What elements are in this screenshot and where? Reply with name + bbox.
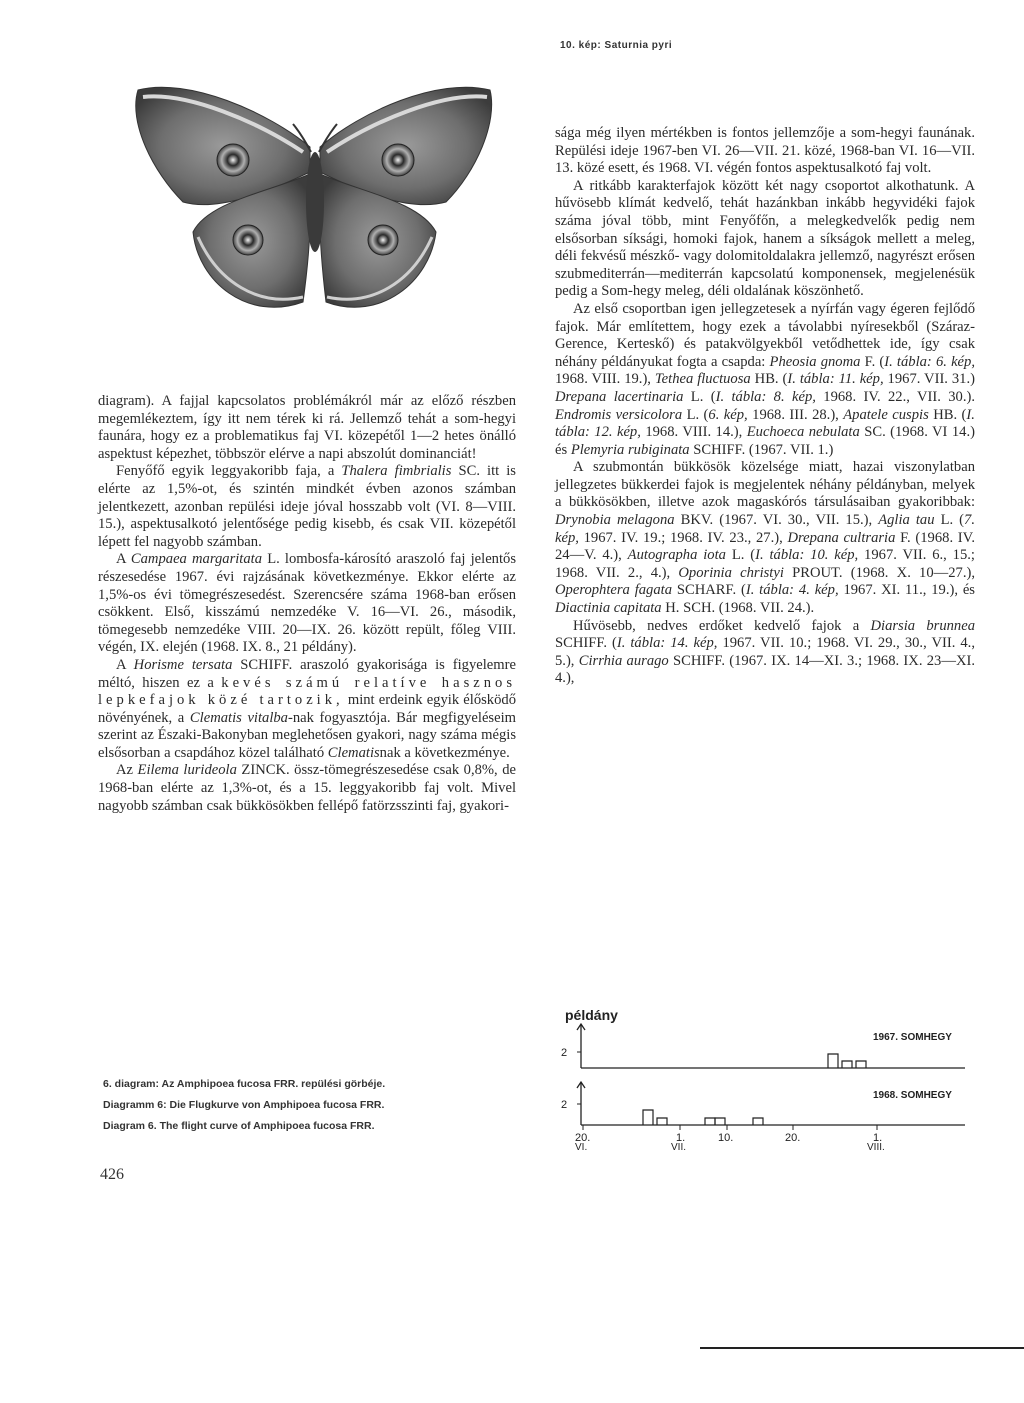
text: F. (1968. IV. 24—V. 4.), [555,529,975,564]
plant-name: Clematis [327,744,380,761]
emphasized-text: kevés számú relatíve hasznos lepkefajok közé tartozik, [98,674,516,709]
x-month-label: VII. [671,1142,687,1150]
species-name: Endromis versicolora [555,406,683,423]
text: 1967. IV. 19.; 1968. IV. 23., 27.), [583,529,783,546]
text: SCHIFF. (1967. VII. 1.) [693,441,834,458]
text: SCHIFF. araszoló gyakorisága is figyelemre méltó, hiszen ez a [98,656,516,691]
plate-ref: I. tábla: 8. kép, [715,388,816,405]
text: PROUT. (1968. X. 10—27.), [792,564,975,581]
text: A ritkább karakterfajok között két nagy csoportot alkothatunk. A hűvösebb klímát kedvelő, tehát hazánkban inkább hegyvidéki fajok száma jóval több, mint Fenyőfőn, a melegkedvelők pedig nem elsősorban síksági, homoki fajok, hanem a síkságok mellett a meleg, déli fekvésű mészkő- vagy dolomitoldalakra jellemző, nagyrészt erősen szubmediterrán—mediterrán kapcsolatú komponensek, megjelenésük pedig a Som-hegy meleg, déli oldalának köszönhető. [555,177,975,300]
x-tick-label: 20. [575,1132,591,1144]
species-name: Horisme tersata [133,656,233,673]
text: Hűvösebb, nedves erdőket kedvelő fajok a [573,617,860,634]
bar-1968 [753,1118,763,1125]
text: H. SCH. (1968. VII. 24.). [665,600,815,617]
plate-ref: I. tábla: 10. kép, [755,547,859,564]
species-name: Autographa iota [627,547,726,564]
text: 1967. VII. 10.; 1968. VI. 29., 30., VII. 4., 5.), [555,635,975,669]
species-name: Diactinia capitata [555,600,662,617]
bar-1968 [715,1118,725,1125]
plate-ref: I. tábla: 6. kép, [884,353,975,370]
species-name: Drepana lacertinaria [555,388,684,405]
text: HB. ( [933,406,967,423]
text: SCHARF. ( [676,582,746,599]
species-name: Oporinia christyi [678,564,784,581]
species-name: Apatele cuspis [843,406,929,423]
text: 1968. VIII. 14.), [645,424,743,441]
text: mint erdeink egyik élősködő növényének, a [98,692,516,726]
x-month-label: VIII. [867,1142,885,1150]
figure-captions [103,1078,523,1141]
bottom-rule [700,1347,1024,1349]
bar-1968 [643,1110,653,1125]
paragraph [555,459,975,617]
text: HB. ( [754,371,788,388]
paragraph [555,301,975,459]
text: 1968. III. 28.), [752,406,839,423]
x-tick-label: 1. [676,1132,686,1144]
species-name: Euchoeca nebulata [746,424,860,441]
paragraph [555,178,975,301]
paragraph [98,762,516,815]
text: ZINCK. össz-tömegrészesedése csak 0,8%, de 1968-ban elérte az 1,3%-ot, és a 15. leggyakoribb faj volt. Mivel nagyobb számban csak bükkösökben fellépő fatörzsszinti faj, gyakori- [98,762,516,814]
y-tick-1968: 2 [561,1099,568,1111]
species-name: Aglia tau [878,512,935,529]
text: 1967. VII. 6., 15.; 1968. VII. 2., 4.), [555,547,975,581]
text: Az első csoportban igen jellegzetesek a nyírfán vagy égeren fejlődő fajok. Már említettem, hogy ezek a távolabbi nyíresekből (Száraz-Gerence, Kerteskő) és patakvölgyekből vetődhettek ide, így csak néhány példányukat fogta a csapda: [555,300,975,370]
bar-1967 [842,1061,852,1068]
text: -nak fogyasztója. Bár megfigyeléseim szerint az Északi-Bakonyban meglehetősen gyakori, nagy száma mégis elsősorban a csapdához közel található [98,709,516,761]
y-tick-1967: 2 [561,1047,568,1059]
paragraph [98,393,516,463]
x-tick-label: 10. [718,1132,734,1144]
text: A szubmontán bükkösök közelsége miatt, hazai viszonylatban jellegzetes bükkerdei fajok is megjelentek néhány példányban, melyek a bükkösökben, illetve azok magaskórós társulásaiban gyakoribbak: [555,459,975,511]
bar-1967 [828,1054,838,1068]
text: BKV. (1967. VI. 30., VII. 15.), [680,512,873,529]
text: 1967. XI. 11., 19.), és [843,582,975,599]
text: SCHIFF. (1967. IX. 14—XI. 3.; 1968. IX. 23—XI. 4.), [555,652,975,687]
caption-german: Diagramm 6: Die Flugkurve von Amphipoea fucosa FRR. [103,1099,385,1111]
series-label-1967: 1967. SOMHEGY [873,1032,952,1043]
plate-ref: I. tábla: 12. kép, [555,406,975,441]
x-tick-label: 20. [785,1132,801,1144]
text: A [116,551,126,568]
paragraph [98,551,516,657]
text: diagram). A fajjal kapcsolatos problémákról már az előző részben megemlékeztem, így itt nem térek ki rá. Jellemző tehát a som-hegyi faunára, hogy ez a problematikus faj VI. közepétől 1—2 hetes önálló aspektust képezhet, többször elérve a napi abszolút dominanciát! [98,393,516,462]
text: SC. (1968. VI 14.) és [555,424,975,458]
text: 1968. VIII. 19.), [555,371,651,388]
text: F. ( [864,353,885,370]
species-name: Operophtera fagata [555,582,672,599]
bar-1968 [657,1118,667,1125]
species-name: Campaea margaritata [130,551,263,568]
text: L. ( [731,547,756,564]
species-name: Drynobia melagona [555,512,675,529]
plate-ref: 6. kép, [708,406,748,423]
species-name: Eilema lurideola [137,762,237,779]
text: L. ( [686,406,709,423]
plant-name: Clematis vitalba [189,709,288,726]
species-name: Plemyria rubiginata [570,441,690,458]
text: SCHIFF. ( [555,635,617,652]
saturnia-pyri-image [98,52,528,352]
species-name: Drepana cultraria [787,529,896,546]
text: nak a következménye. [379,744,510,761]
text: L. lombosfa-károsító araszoló faj jelentős részesedése 1967. évi rajzásának következménye. Ekkor elérte az 1,5%-os évi tömegrészesedést. Szerencsére száma 1968-ban erősen csökkent. Első, kisszámú nemzedéke V. 16—VI. 26., második, tömegesebb nemzedéke VIII. 20—IX. 26. között repült, főleg VIII. végén, IX. elején (1968. IX. 8., 21 példány). [98,551,516,656]
text: sága még ilyen mértékben is fontos jellemzője a som-hegyi faunának. Repülési ideje 1967-ben VI. 26—VII. 21. közé, 1968-ban VI. 16—VII. 13. közé esett, és 1968. VI. végén fontos aspektusalkotó faj volt. [555,125,975,177]
moth-photo [98,52,528,352]
species-name: Tethea fluctuosa [654,371,751,388]
text: Fenyőfő egyik leggyakoribb faja, a [116,463,335,480]
caption-english: Diagram 6. The flight curve of Amphipoea fucosa FRR. [103,1120,375,1132]
plate-ref: I. tábla: 4. kép, [745,582,839,599]
paragraph [98,657,516,763]
text: 1967. VII. 31.) [887,371,975,388]
text: A [116,656,126,673]
species-name: Thalera fimbrialis [341,463,452,480]
series-label-1968: 1968. SOMHEGY [873,1090,952,1101]
x-month-label: VI. [575,1142,588,1150]
photo-caption: 10. kép: Saturnia pyri [560,40,673,51]
text: 1968. IV. 22., VII. 30.). [823,388,975,405]
text: L. ( [690,388,716,405]
text: L. ( [940,512,965,529]
flight-curve-diagram [555,1000,975,1150]
species-name: Cirrhia aurago [578,652,669,669]
left-column [98,393,516,815]
paragraph [98,463,516,551]
diagram-svg [555,1000,975,1150]
x-tick-label: 1. [873,1132,883,1144]
plate-ref: I. tábla: 14. kép, [616,635,718,652]
text: Az [116,762,134,779]
page-number: 426 [100,1166,124,1183]
bar-1967 [856,1061,866,1068]
right-column [555,125,975,688]
text: SC. itt is elérte az 1,5%-ot, és szintén mindkét évben azonos számban jelentkezett, azonban repülési ideje jóval hosszabb volt (VI. 8—VIII. 15.), aspektusalkotó jelentősége pedig kisebb, és csak VII. közepétől lépett fel nagyobb számban. [98,463,516,550]
species-name: Diarsia brunnea [870,617,976,634]
plate-ref: 7. kép, [555,512,975,546]
species-name: Pheosia gnoma [769,353,861,370]
plate-ref: I. tábla: 11. kép, [787,371,884,388]
caption-hungarian: 6. diagram: Az Amphipoea fucosa FRR. repülési görbéje. [103,1078,386,1090]
bar-1968 [705,1118,715,1125]
y-axis-label: példány [565,1007,618,1023]
paragraph [555,618,975,688]
paragraph [555,125,975,178]
